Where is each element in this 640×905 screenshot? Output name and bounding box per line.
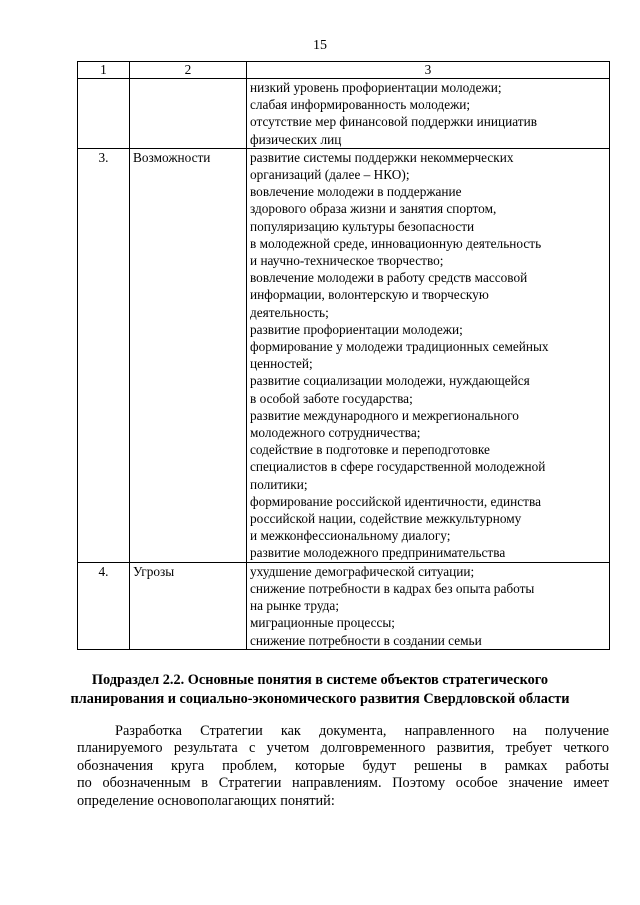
item-line: на рынке труда; [250,598,340,614]
item-line: формирование у молодежи традиционных семейных [250,339,549,355]
page-number: 15 [313,38,327,53]
item-line: формирование российской идентичности, единства [250,493,541,509]
item-line: развитие профориентации молодежи; [250,321,463,337]
row-items [247,562,610,649]
paragraph-line: определение основополагающих понятий: [77,792,335,809]
row-label: Возможности [130,148,247,562]
column-header-1: 1 [78,62,130,79]
item-line: снижение потребности в кадрах без опыта работы [250,580,535,596]
row-number: 4. [78,562,130,649]
item-line: ценностей; [250,356,313,372]
table-row [78,79,610,149]
item-line: развитие системы поддержки некоммерческих [250,149,514,165]
table-header-row [78,62,610,79]
row-number: 3. [78,148,130,562]
table-row [78,562,610,649]
column-header-3: 3 [247,62,610,79]
column-header-2: 2 [130,62,247,79]
paragraph-line: обозначения круга проблем, которые будут решены в рамках работы [77,757,609,774]
item-line: организаций (далее – НКО); [250,167,410,183]
item-line: информации, волонтерскую и творческую [250,287,489,303]
subsection-heading [40,671,600,709]
item-line: развитие международного и межрегионального [250,407,519,423]
item-line: содействие в подготовке и переподготовке [250,442,490,458]
item-line: и научно-техническое творчество; [250,253,444,269]
row-items [247,148,610,562]
paragraph-line: по обозначенным в Стратегии направлениям. Поэтому особое значение имеет [77,775,609,792]
row-number [78,79,130,149]
item-line: вовлечение молодежи в работу средств массовой [250,270,528,286]
subsection-heading-line: планирования и социально-экономического развития Свердловской области [70,691,570,707]
table-row [78,148,610,562]
item-line: в особой заботе государства; [250,390,413,406]
paragraph-line: Разработка Стратегии как документа, направленного на получение [115,723,609,739]
item-line: специалистов в сфере государственной молодежной [250,459,546,475]
row-label: Угрозы [130,562,247,649]
item-line: низкий уровень профориентации молодежи; [250,80,502,95]
row-label [130,79,247,149]
paragraph-line: планируемого результата с учетом долговременного развития, требует четкого [77,740,609,757]
item-line: в молодежной среде, инновационную деятельность [250,235,542,251]
swot-table [77,61,610,650]
row-items [247,79,610,149]
item-line: российской нации, содействие межкультурному [250,511,522,527]
item-line: снижение потребности в создании семьи [250,632,482,648]
item-line: физических лиц [250,131,342,147]
item-line: слабая информированность молодежи; [250,97,471,113]
item-line: миграционные процессы; [250,615,395,631]
item-line: и межконфессиональному диалогу; [250,528,451,544]
item-line: развитие молодежного предпринимательства [250,545,506,561]
item-line: здорового образа жизни и занятия спортом, [250,201,497,217]
subsection-heading-line: Подраздел 2.2. Основные понятия в системе объектов стратегического [91,672,549,688]
item-line: популяризацию культуры безопасности [250,218,475,234]
item-line: отсутствие мер финансовой поддержки инициатив [250,114,537,130]
item-line: политики; [250,476,308,492]
body-paragraph [77,723,609,810]
item-line: деятельность; [250,304,329,320]
item-line: вовлечение молодежи в поддержание [250,184,462,200]
item-line: развитие социализации молодежи, нуждающейся [250,373,530,389]
item-line: ухудшение демографической ситуации; [250,563,475,579]
item-line: молодежного сотрудничества; [250,425,421,441]
